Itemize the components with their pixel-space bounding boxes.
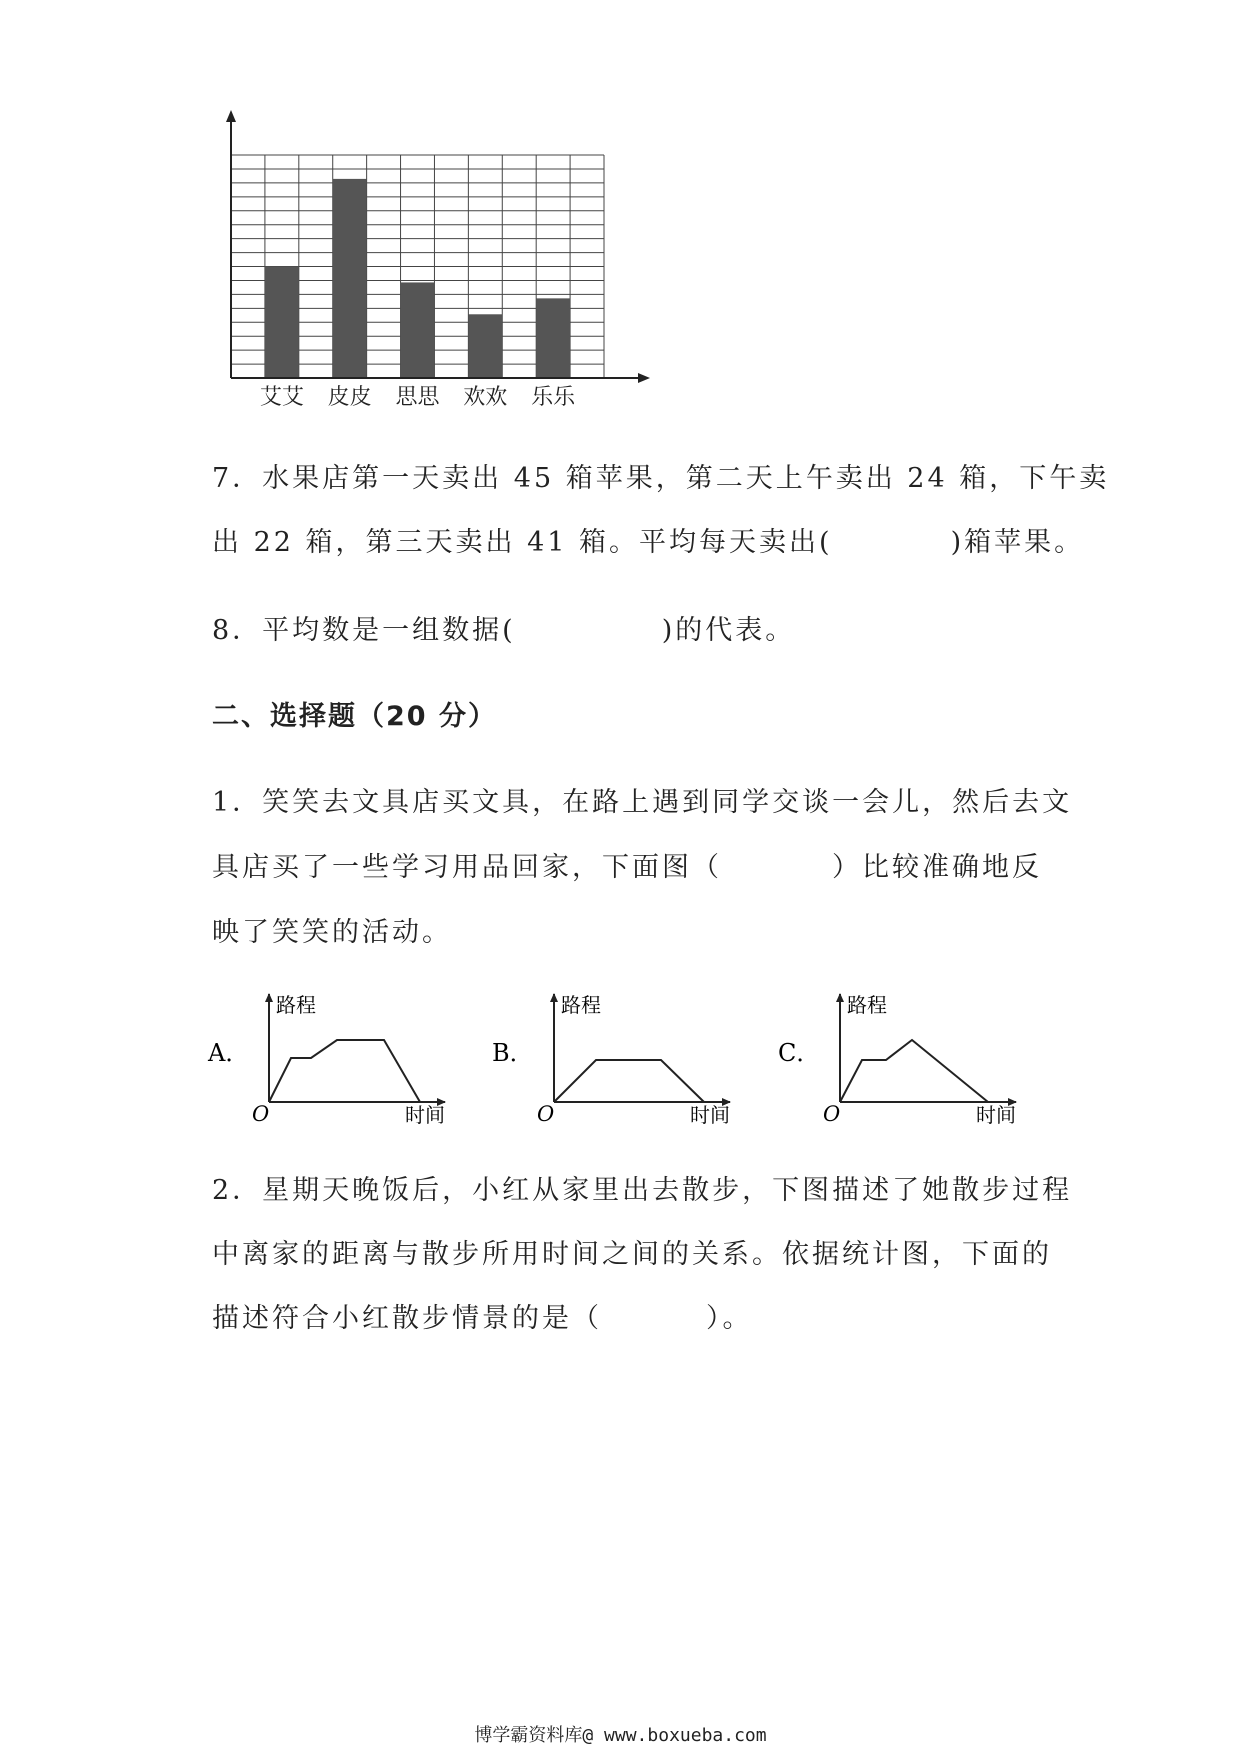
question-8: [212, 608, 795, 647]
bar-5: [536, 298, 570, 378]
c2-text-b: ）。: [706, 1303, 753, 1334]
option-c-x-label: 时间: [976, 1103, 1016, 1127]
q7-text-b: )箱苹果。: [950, 527, 1085, 558]
choice-2-line1: 2．星期天晚饭后，小红从家里出去散步，下图描述了她散步过程: [212, 1175, 1073, 1206]
category-label-1: 艾艾: [259, 385, 304, 410]
option-b-origin: O: [537, 1102, 555, 1126]
c2-text-a: 描述符合小红散步情景的是（: [212, 1303, 602, 1334]
category-label-5: 乐乐: [531, 385, 576, 410]
q7-text-a: 出 22 箱，第三天卖出 41 箱。平均每天卖出(: [212, 527, 833, 558]
option-c-origin: O: [823, 1102, 841, 1126]
y-axis-arrow: [226, 110, 236, 122]
c1-text-b: ）比较准确地反: [832, 852, 1042, 883]
option-c-y-label: 路程: [847, 993, 887, 1017]
q8-text-b: )的代表。: [661, 615, 796, 646]
bar-2: [333, 179, 367, 378]
option-b-y-label: 路程: [561, 993, 601, 1017]
choice-1-line3: 映了笑笑的活动。: [212, 917, 452, 948]
section-2-heading: 二、选择题（20 分）: [212, 701, 497, 732]
q8-text-a: 8．平均数是一组数据(: [212, 615, 516, 646]
option-a-y-label: 路程: [276, 993, 316, 1017]
bar-1: [265, 267, 299, 379]
option-a-graph: [207, 993, 445, 1127]
option-c-line: [840, 1040, 988, 1102]
category-label-3: 思思: [395, 385, 440, 410]
question-7-line2: [212, 520, 1084, 559]
choice-2-line2: 中离家的距离与散步所用时间之间的关系。依据统计图，下面的: [212, 1239, 1052, 1270]
c1-text-a: 具店买了一些学习用品回家，下面图（: [212, 852, 722, 883]
question-7-line1: 7．水果店第一天卖出 45 箱苹果，第二天上午卖出 24 箱，下午卖: [212, 463, 1110, 494]
option-a-origin: O: [252, 1102, 270, 1126]
option-c-graph: [778, 993, 1016, 1127]
category-label-4: 欢欢: [463, 385, 508, 410]
category-label-2: 皮皮: [327, 385, 372, 410]
choice-2-line3: [212, 1296, 753, 1335]
x-axis-arrow: [638, 373, 650, 383]
option-graphs: [0, 980, 1241, 1140]
option-c-label: C．: [778, 1039, 821, 1067]
option-a-line: [269, 1040, 420, 1102]
option-b-line: [554, 1060, 704, 1102]
option-a-label: A．: [208, 1039, 250, 1067]
choice-1-line2: [212, 845, 1042, 884]
bar-3: [401, 282, 435, 378]
option-b-x-label: 时间: [690, 1103, 730, 1127]
choice-1-line1: 1．笑笑去文具店买文具，在路上遇到同学交谈一会儿，然后去文: [212, 787, 1073, 818]
option-a-x-label: 时间: [405, 1103, 445, 1127]
bar-chart: [0, 0, 1241, 430]
option-b-graph: [492, 993, 730, 1127]
footer-watermark: 博学霸资料库@ www.boxueba.com: [474, 1725, 767, 1746]
bar-4: [468, 314, 502, 378]
option-b-label: B．: [492, 1039, 534, 1067]
